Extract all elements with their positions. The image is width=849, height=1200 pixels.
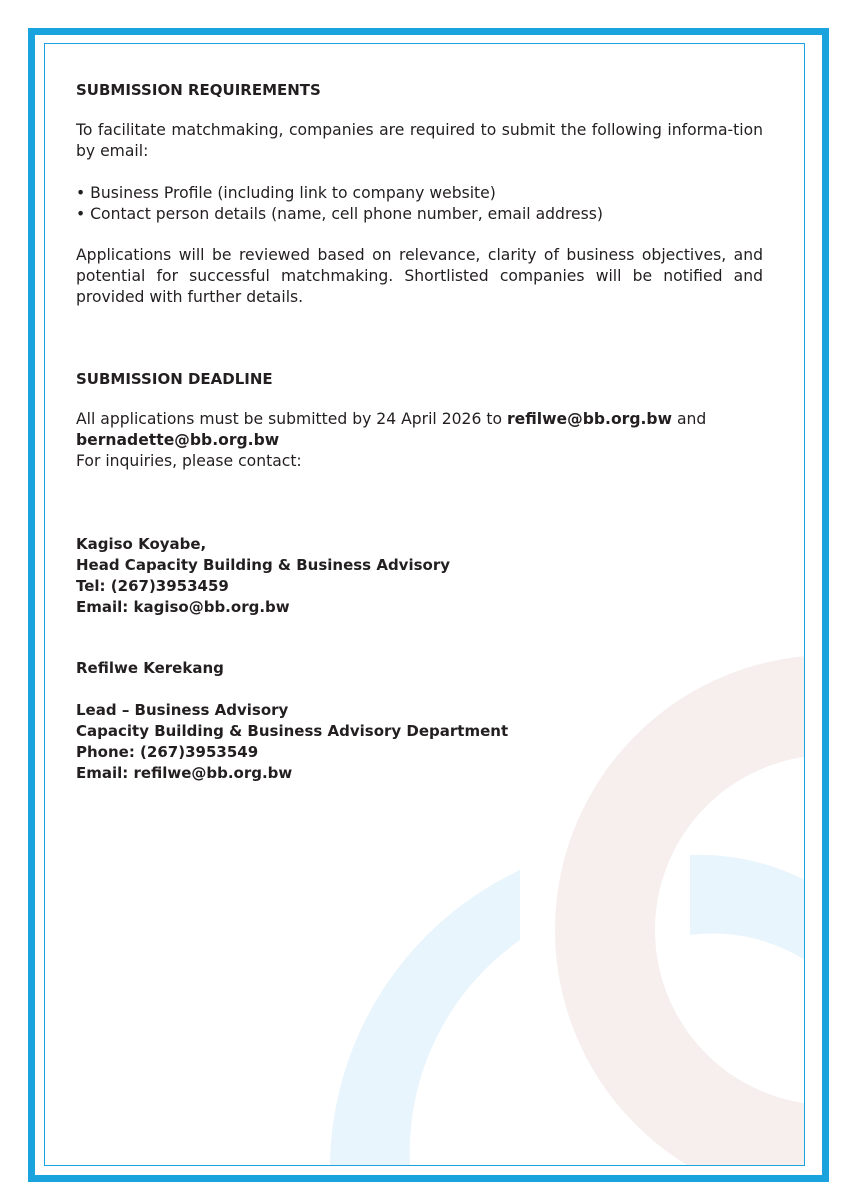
contact-title: Lead – Business Advisory — [76, 701, 289, 719]
list-item: • Business Profile (including link to company website) — [76, 183, 763, 204]
email-link-refilwe[interactable]: refilwe@bb.org.bw — [506, 410, 673, 428]
contact-email[interactable]: Email: refilwe@bb.org.bw — [76, 764, 293, 782]
review-paragraph: Applications will be reviewed based on relevance, clarity of business objectives, and potential for successful matchmaking. Shortlisted companies will be notified and provided with further details. — [76, 246, 763, 306]
deadline-paragraph — [76, 409, 763, 472]
document-body — [76, 80, 763, 784]
contact-block-kagiso — [76, 534, 763, 618]
deadline-text: All applications must be submitted by 24 April 2026 to — [76, 410, 507, 428]
contact-email[interactable]: Email: kagiso@bb.org.bw — [76, 598, 290, 616]
inquiries-text: For inquiries, please contact: — [76, 452, 302, 470]
email-link-bernadette[interactable]: bernadette@bb.org.bw — [76, 431, 280, 449]
list-item: • Contact person details (name, cell phone number, email address) — [76, 204, 763, 225]
contact-department: Capacity Building & Business Advisory Department — [76, 722, 509, 740]
requirements-list — [76, 183, 763, 225]
contact-name: Refilwe Kerekang — [76, 659, 224, 677]
deadline-heading: SUBMISSION DEADLINE — [76, 370, 273, 388]
contact-title: Head Capacity Building & Business Advisory — [76, 556, 451, 574]
contact-name: Kagiso Koyabe, — [76, 535, 207, 553]
requirements-heading: SUBMISSION REQUIREMENTS — [76, 81, 321, 99]
requirements-intro: To facilitate matchmaking, companies are required to submit the following informa-tion by email: — [76, 121, 763, 160]
deadline-and: and — [672, 410, 707, 428]
contact-block-refilwe — [76, 658, 763, 784]
contact-tel: Tel: (267)3953459 — [76, 577, 229, 595]
contact-phone: Phone: (267)3953549 — [76, 743, 259, 761]
